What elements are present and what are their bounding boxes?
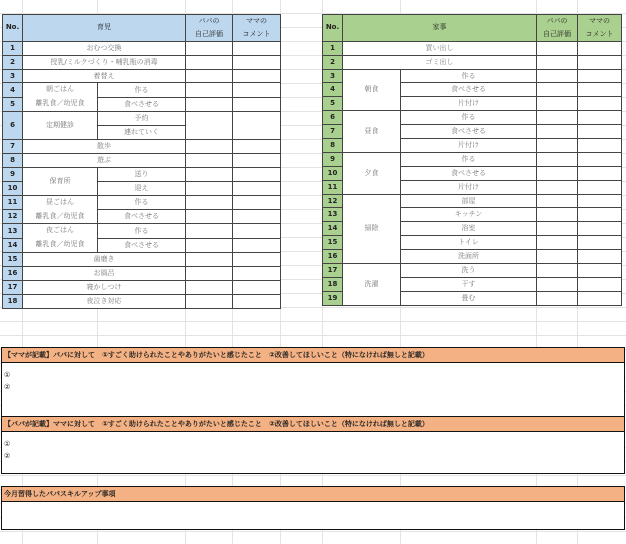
mama-comment-cell[interactable] [233,195,281,209]
row-number: 8 [3,153,23,167]
table-row [323,194,622,208]
table-row [3,112,281,126]
table-row [3,41,281,55]
task-group-label: 昼食 [364,127,379,136]
mama-comment-cell[interactable] [578,291,622,305]
mama-comment-cell[interactable] [578,55,622,69]
row-number: 3 [323,69,343,83]
task-group [343,194,401,263]
mama-header: ママの [233,15,281,28]
mama-feedback-section [1,347,625,417]
table-row [3,195,281,209]
table-row [3,267,281,281]
subtask-label: 食べさせる [401,83,537,97]
task-group-label: 定期健診 [46,121,74,130]
task-label: ゴミ出し [343,55,537,69]
task-label: 買い出し [343,41,537,55]
papa-eval-cell[interactable] [537,264,578,278]
papa-header: 自己評価 [537,28,578,41]
section-body[interactable] [2,432,624,462]
papa-eval-cell[interactable] [186,195,233,209]
task-group-label: 保育所 [49,176,71,185]
subtask-label: 片付け [401,139,537,153]
subtask-label: 作る [401,111,537,125]
task-group-label: 洗濯 [364,279,379,288]
row-number: 13 [323,208,343,222]
row-number: 15 [3,253,23,267]
mama-comment-cell[interactable] [233,55,281,69]
mama-comment-cell[interactable] [578,152,622,166]
mama-comment-cell[interactable] [578,111,622,125]
table-row [323,41,622,55]
mama-comment-cell[interactable] [578,69,622,83]
subtask-label: 作る [98,195,186,209]
row-number: 7 [3,140,23,154]
mama-comment-cell[interactable] [578,236,622,250]
line-1: ① [4,371,11,379]
task-label: 授乳/ミルクづくり・哺乳瓶の消毒 [23,55,186,69]
mama-comment-cell[interactable] [233,112,281,140]
papa-eval-cell[interactable] [537,277,578,291]
subtask-label: 作る [401,69,537,83]
table-row [3,55,281,69]
papa-eval-cell[interactable] [186,69,233,83]
row-number: 16 [3,267,23,281]
row-number: 9 [323,152,343,166]
mama-comment-cell[interactable] [233,267,281,281]
row-number: 18 [323,277,343,291]
subtask-label: 片付け [401,180,537,194]
table-row [323,111,622,125]
table-row [323,55,622,69]
mama-comment-cell[interactable] [578,208,622,222]
subtask-label: 食べさせる [98,238,186,252]
papa-eval-cell[interactable] [186,55,233,69]
papa-eval-cell[interactable] [537,55,578,69]
mama-header: コメント [578,28,622,41]
mama-comment-cell[interactable] [233,167,281,181]
row-number: 19 [323,291,343,305]
row-number: 5 [323,97,343,111]
subtask-label: 作る [98,224,186,238]
papa-eval-cell[interactable] [186,253,233,267]
subtask-label: 連れていく [98,126,186,140]
subtask-label: 食べさせる [98,210,186,224]
subtask-label: 浴室 [401,222,537,236]
task-group-label: 夜ごはん [46,226,74,235]
row-number: 2 [323,55,343,69]
table-row [323,264,622,278]
task-header: 家事 [343,15,537,42]
row-number: 12 [3,210,23,224]
papa-header: 自己評価 [186,28,233,41]
mama-header: ママの [578,15,622,28]
subtask-label: 作る [98,83,186,97]
papa-eval-cell[interactable] [537,83,578,97]
mama-comment-cell[interactable] [578,83,622,97]
papa-eval-cell[interactable] [537,69,578,83]
skillup-section [1,486,625,530]
section-header: 今月習得したパパスキルアップ事項 [2,487,624,502]
task-group-label: 離乳食／幼児食 [35,99,85,108]
table-row [3,281,281,295]
row-number: 12 [323,194,343,208]
task-label: 遊ぶ [23,153,186,167]
table-row [323,69,622,83]
task-label: おむつ交換 [23,41,186,55]
papa-eval-cell[interactable] [186,112,233,140]
task-label: お風呂 [23,267,186,281]
papa-eval-cell[interactable] [537,180,578,194]
papa-eval-cell[interactable] [537,111,578,125]
row-number: 6 [3,112,23,140]
subtask-label: 食べさせる [401,125,537,139]
subtask-label: 洗面所 [401,250,537,264]
papa-eval-cell[interactable] [186,224,233,238]
papa-eval-cell[interactable] [186,140,233,154]
mama-comment-cell[interactable] [578,97,622,111]
papa-eval-cell[interactable] [537,41,578,55]
mama-comment-cell[interactable] [233,294,281,308]
subtask-label: トイレ [401,236,537,250]
subtask-label: 食べさせる [98,97,186,111]
mama-comment-cell[interactable] [578,180,622,194]
task-label: 散歩 [23,140,186,154]
row-number: 18 [3,294,23,308]
mama-comment-cell[interactable] [233,97,281,111]
papa-eval-cell[interactable] [537,152,578,166]
papa-header: パパの [186,15,233,28]
row-number: 14 [3,238,23,252]
task-group-label: 夕食 [364,168,379,177]
papa-eval-cell[interactable] [537,208,578,222]
mama-comment-cell[interactable] [233,140,281,154]
mama-comment-cell[interactable] [233,253,281,267]
mama-comment-cell[interactable] [233,153,281,167]
row-number: 4 [323,83,343,97]
papa-eval-cell[interactable] [537,250,578,264]
papa-eval-cell[interactable] [186,167,233,181]
papa-eval-cell[interactable] [537,236,578,250]
row-number: 1 [323,41,343,55]
papa-eval-cell[interactable] [186,41,233,55]
section-header: 【ママが記載】パパに対して ①すごく助けられたことやありがたいと感じたこと ②改善してほしいこと（特になければ無しと記載） [2,348,624,363]
no-header: No. [323,15,343,42]
table-row [3,167,281,181]
line-1: ① [4,440,11,448]
childcare-table [2,14,281,309]
row-number: 10 [323,166,343,180]
housework-table [322,14,622,306]
section-header: 【パパが記載】ママに対して ①すごく助けられたことやありがたいと感じたこと ②改善してほしいこと（特になければ無しと記載） [2,417,624,432]
mama-comment-cell[interactable] [578,250,622,264]
task-header: 育児 [23,15,186,42]
papa-eval-cell[interactable] [537,97,578,111]
row-number: 17 [323,264,343,278]
row-number: 13 [3,224,23,238]
mama-comment-cell[interactable] [233,281,281,295]
table-row [323,152,622,166]
row-number: 4 [3,83,23,97]
mama-comment-cell[interactable] [233,83,281,97]
mama-comment-cell[interactable] [233,69,281,83]
row-number: 11 [3,195,23,209]
task-group-label: 朝ごはん [46,85,74,94]
task-group [23,195,98,224]
subtask-label: キッチン [401,208,537,222]
task-group [343,69,401,111]
papa-eval-cell[interactable] [186,238,233,252]
row-number: 6 [323,111,343,125]
table-row [3,224,281,238]
task-group [23,112,98,140]
row-number: 1 [3,41,23,55]
mama-comment-cell[interactable] [233,224,281,238]
task-label: 歯磨き [23,253,186,267]
task-group-label: 離乳食／幼児食 [35,211,85,220]
task-group-label: 離乳食／幼児食 [35,240,85,249]
mama-comment-cell[interactable] [578,139,622,153]
section-body[interactable] [2,363,624,393]
task-group [343,152,401,194]
subtask-label: 畳む [401,291,537,305]
table-row [3,140,281,154]
table-row [3,294,281,308]
row-number: 9 [3,167,23,181]
papa-eval-cell[interactable] [537,139,578,153]
row-number: 10 [3,181,23,195]
mama-comment-cell[interactable] [233,41,281,55]
task-group [23,83,98,112]
task-group [343,264,401,306]
task-label: 寝かしつけ [23,281,186,295]
mama-comment-cell[interactable] [578,264,622,278]
task-group [23,167,98,195]
papa-header: パパの [537,15,578,28]
mama-comment-cell[interactable] [578,125,622,139]
row-number: 14 [323,222,343,236]
task-group-label: 朝食 [364,85,379,94]
subtask-label: 食べさせる [401,166,537,180]
papa-eval-cell[interactable] [186,97,233,111]
task-group [343,111,401,153]
table-row [3,153,281,167]
task-label: 夜泣き対応 [23,294,186,308]
no-header: No. [3,15,23,42]
papa-eval-cell[interactable] [537,166,578,180]
papa-feedback-section [1,416,625,474]
row-number: 17 [3,281,23,295]
row-number: 2 [3,55,23,69]
subtask-label: 予約 [98,112,186,126]
papa-eval-cell[interactable] [186,281,233,295]
subtask-label: 迎え [98,181,186,195]
papa-eval-cell[interactable] [186,294,233,308]
papa-eval-cell[interactable] [537,194,578,208]
papa-eval-cell[interactable] [186,181,233,195]
line-2: ② [4,383,11,391]
row-number: 5 [3,97,23,111]
subtask-label: 部屋 [401,194,537,208]
mama-comment-cell[interactable] [233,238,281,252]
papa-eval-cell[interactable] [186,210,233,224]
table-row [3,253,281,267]
mama-comment-cell[interactable] [233,181,281,195]
subtask-label: 片付け [401,97,537,111]
mama-comment-cell[interactable] [578,41,622,55]
papa-eval-cell[interactable] [537,291,578,305]
mama-comment-cell[interactable] [578,277,622,291]
papa-eval-cell[interactable] [186,267,233,281]
subtask-label: 送り [98,167,186,181]
row-number: 16 [323,250,343,264]
task-label: 着替え [23,69,186,83]
papa-eval-cell[interactable] [186,83,233,97]
row-number: 3 [3,69,23,83]
mama-header: コメント [233,28,281,41]
row-number: 7 [323,125,343,139]
line-2: ② [4,452,11,460]
papa-eval-cell[interactable] [537,222,578,236]
task-group [23,224,98,253]
mama-comment-cell[interactable] [578,166,622,180]
subtask-label: 洗う [401,264,537,278]
mama-comment-cell[interactable] [578,194,622,208]
papa-eval-cell[interactable] [537,125,578,139]
subtask-label: 干す [401,277,537,291]
mama-comment-cell[interactable] [578,222,622,236]
row-number: 15 [323,236,343,250]
task-group-label: 昼ごはん [46,197,74,206]
table-row [3,83,281,97]
papa-eval-cell[interactable] [186,153,233,167]
subtask-label: 作る [401,152,537,166]
table-row [3,69,281,83]
row-number: 8 [323,139,343,153]
task-group-label: 掃除 [364,224,379,233]
row-number: 11 [323,180,343,194]
mama-comment-cell[interactable] [233,210,281,224]
